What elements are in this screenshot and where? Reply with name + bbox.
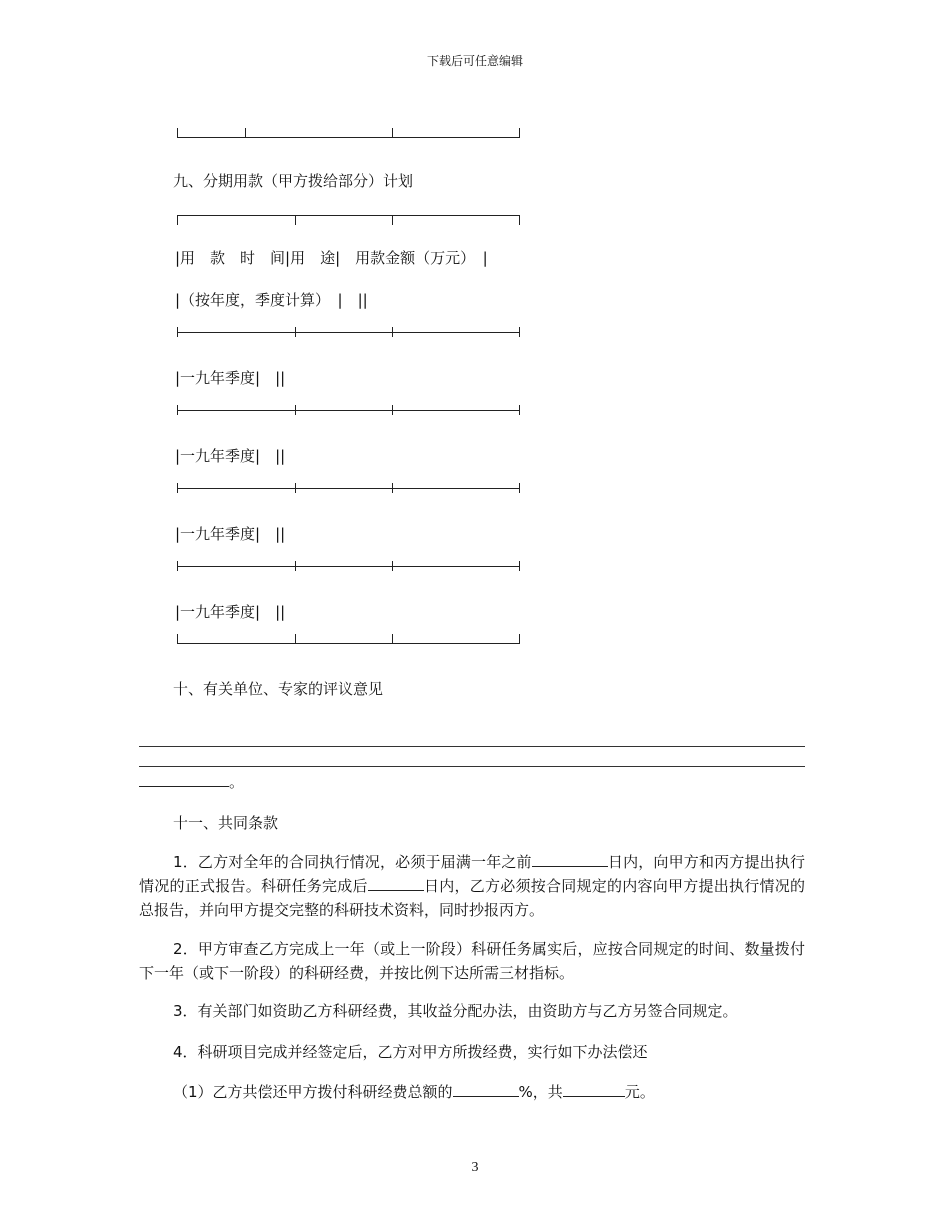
table-row: |一九年季度| || [175, 447, 286, 465]
table-row: |一九年季度| || [175, 369, 286, 387]
table-row: |一九年季度| || [175, 525, 286, 543]
section-9-title: 九、分期用款（甲方拨给部分）计划 [173, 172, 414, 190]
table-row-divider [177, 561, 520, 571]
table-row-divider [177, 405, 520, 415]
table-row-divider [177, 327, 520, 337]
table-row-divider [177, 483, 520, 493]
blank-line [139, 746, 805, 747]
clause-3: 3．有关部门如资助乙方科研经费，其收益分配办法，由资助方与乙方另签合同规定。 [173, 1002, 738, 1020]
table-bottom-border-previous [177, 128, 520, 138]
page-header: 下载后可任意编辑 [426, 54, 523, 68]
blank-line [139, 766, 805, 767]
blank-line-end: 。 [139, 771, 244, 792]
page-number: 3 [471, 1160, 479, 1175]
table-header-row-2: |（按年度，季度计算） | || [175, 291, 368, 309]
clause-1: 1．乙方对全年的合同执行情况，必须于届满一年之前 日内，向甲方和丙方提出执行情况的正式报告。科研任务完成后 日内，乙方必须按合同规定的内容向甲方提出执行情况的总报告，并向甲方提交完整的科研技术资料，同时抄报丙方。 [139, 853, 805, 919]
clause-2: 2．甲方审查乙方完成上一年（或上一阶段）科研任务属实后，应按合同规定的时间、数量拨付下一年（或下一阶段）的科研经费，并按比例下达所需三材指标。 [139, 940, 805, 982]
table-header-row-1: |用 款 时 间|用 途| 用款金额（万元） | [175, 249, 488, 267]
section-10-title: 十、有关单位、专家的评议意见 [173, 680, 384, 698]
clause-4-item-1: （1）乙方共偿还甲方拨付科研经费总额的 %，共 元。 [173, 1083, 655, 1101]
table-bottom-border [177, 634, 520, 644]
section-11-title: 十一、共同条款 [173, 814, 279, 832]
clause-4: 4．科研项目完成并经签定后，乙方对甲方所拨经费，实行如下办法偿还 [173, 1043, 648, 1061]
table-top-border [177, 215, 520, 225]
table-row: |一九年季度| || [175, 603, 286, 621]
